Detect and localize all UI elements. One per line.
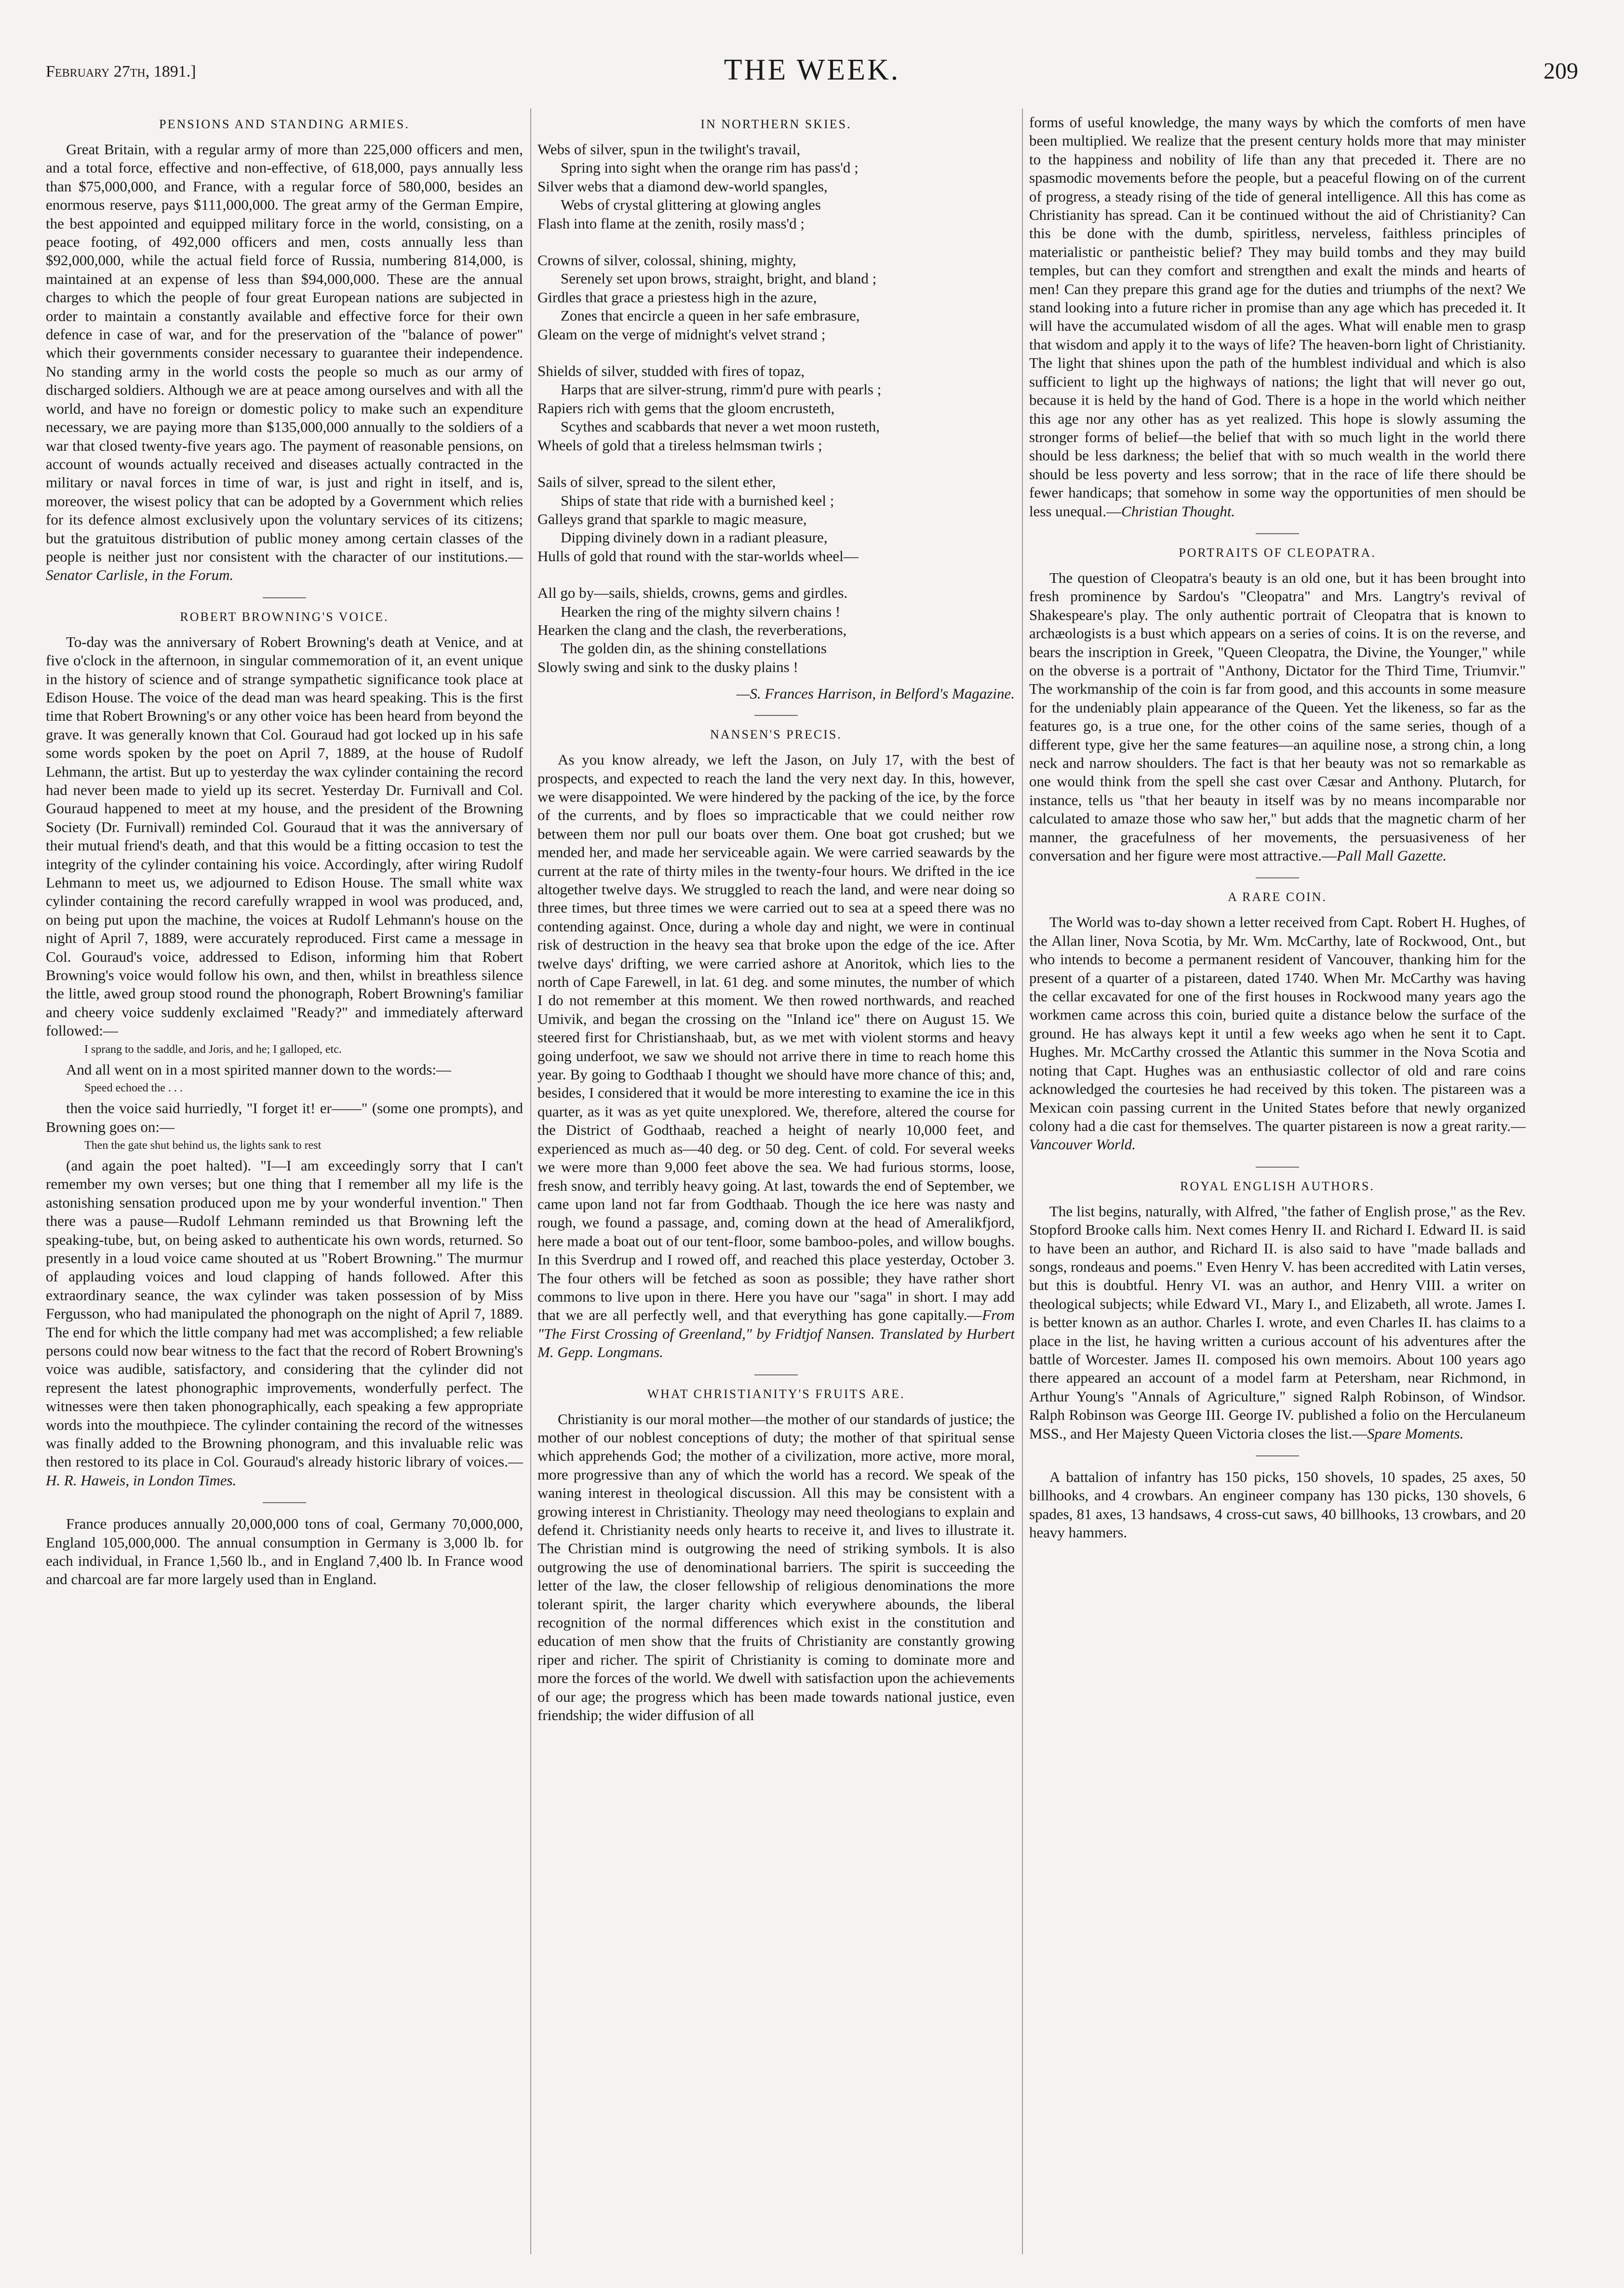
verse-quote: I sprang to the saddle, and Joris, and he; I galloped, etc. (84, 1043, 342, 1056)
article-heading: ROYAL ENGLISH AUTHORS. (1180, 1179, 1375, 1193)
divider (1256, 533, 1299, 534)
verse-quote: Speed echoed the . . . (84, 1082, 183, 1095)
article-body: then the voice said hurriedly, "I forget it! er——" (some one prompts), and Browning goes on:— (46, 1100, 523, 1135)
article-body: (and again the poet halted). "I—I am exceedingly sorry that I can't remember my own verses; but one thing that I remember all my life is the astonishing sensation produced upon me by your wonderful invention." Then there was a pause—Rudolf Lehmann reminded us that Browning left the speaking-tube, but, on being asked to authenticate his own words, returned. So presently in a loud voice came shouted at us "Robert Browning." The murmur of applauding voices and loud clapping of hands followed. After this extraordinary seance, the wax cylinder was taken possession of by Miss Fergusson, who had manipulated the phonograph on the night of April 7, 1889. The end for which the little company had met was accomplished; a few reliable persons could now bear witness to the fact that the record of Robert Browning's voice was audible, satisfactory, and considering that the cylinder did not represent the latest phonographic improvements, wonderfully perfect. The witnesses were then taken phonographically, each speaking a few appropriate words into the mouthpiece. The cylinder containing the record of the witnesses was finally added to the Browning phonogram, and this invaluable relic was then restored to its place in Col. Gouraud's already historic library of voices.— (46, 1157, 523, 1470)
article-heading: PORTRAITS OF CLEOPATRA. (1179, 545, 1376, 560)
article-royal-authors (1029, 1179, 1526, 1443)
article-body: The World was to-day shown a letter received from Capt. Robert H. Hughes, of the Allan liner, Nova Scotia, by Mr. Wm. McCarthy, late of Rockwood, Ont., but who intends to become a permanent resident of Vancouver, thanking him for the present of a quarter of a pistareen, dated 1740. When Mr. McCarthy was having the cellar excavated for one of the first houses in Rockwood many years ago the workmen came across this coin, buried quite a distance below the surface of the ground. He has always kept it until a few weeks ago when he sent it to Capt. Hughes. Mr. McCarthy crossed the Atlantic this summer in the Nova Scotia and noting that Capt. Hughes was an enthusiastic collector of old and rare coins acknowledged the courtesies he had received by this token. The pistareen was a Mexican coin passing current in the United States before that newly organized colony had a die cast for themselves. The quarter pistareen is now a great rarity.— (1029, 914, 1526, 1134)
poem-line: Zones that encircle a queen in her safe embrasure, (561, 307, 860, 324)
poem-line: Serenely set upon brows, straight, bright, and bland ; (561, 270, 877, 287)
poem-stanza (537, 362, 1015, 455)
poem-credit: —S. Frances Harrison, in Belford's Magazine. (736, 685, 1015, 702)
page-header (46, 53, 1578, 92)
article-coal (46, 1515, 523, 1589)
column-rule (530, 108, 531, 2254)
poem-line: Webs of silver, spun in the twilight's travail, (537, 141, 801, 158)
article-credit: Christian Thought. (1121, 502, 1235, 520)
article-browning-voice (46, 610, 523, 1490)
poem-line: Hulls of gold that round with the star-worlds wheel— (537, 547, 859, 565)
poem-line: Sails of silver, spread to the silent ether, (537, 473, 776, 491)
poem-line: Rapiers rich with gems that the gloom encrusteth, (537, 399, 835, 417)
article-pensions (46, 117, 523, 585)
issue-date: February 27th, 1891.] (46, 63, 196, 81)
article-body: The list begins, naturally, with Alfred, "the father of English prose," as the Rev. Stopford Brooke calls him. Next comes Henry II. and Richard I. Edward II. is said to have been an author, and Richard II. is also said to have "made ballads and songs, rondeaus and poems." Even Henry V. has been accredited with Latin verses, but this is doubtful. Henry VI. was an author, and Henry VIII. a writer on theological subjects; while Edward VI., Mary I., and Elizabeth, all wrote. James I. is better known as an author. Charles I. wrote, and even Charles II. has claims to a place in the list, he having written a curious account of his adventures after the battle of Worcester. James II. composed his own memoirs. About 100 years ago there appeared an account of a model farm at Petersham, near Richmond, in Arthur Young's "Annals of Agriculture," signed Ralph Robinson, of Windsor. Ralph Robinson was George III. George IV. published a folio on the Herculaneum MSS., and Her Majesty Queen Victoria closes the list.— (1029, 1202, 1526, 1442)
article-credit: Senator Carlisle, in the Forum. (46, 566, 234, 584)
poem-line: Hearken the ring of the mighty silvern chains ! (561, 603, 841, 620)
article-heading: A RARE COIN. (1228, 890, 1327, 904)
article-christianity-continued (1029, 113, 1526, 521)
poem-line: Gleam on the verge of midnight's velvet strand ; (537, 325, 826, 343)
divider (1256, 1167, 1299, 1168)
poem-line: Harps that are silver-strung, rimm'd pure with pearls ; (561, 381, 882, 398)
article-body: The question of Cleopatra's beauty is an old one, but it has been brought into fresh prominence by Sardou's "Cleopatra" and Mrs. Langtry's revival of Shakespeare's play. The only authentic portrait of Cleopatra that is known to archæologists is a bust which appears on a series of coins. It is on the reverse, and bears the inscription in Greek, "Queen Cleopatra, the Divine, the Younger," while on the obverse is a portrait of "Anthony, Dictator for the Third Time, Triumvir." The workmanship of the coin is far from good, and this accounts in some measure for the undeniably plain appearance of the Queen. Yet the likeness, so far as the features go, is a true one, for the other coins of the same series, though of a different type, give her the same features—an aquiline nose, a strong chin, a long neck and narrow shoulders. The fact is that her beauty was not so remarkable as one would think from the spell she cast over Cæsar and Anthony. Plutarch, for instance, tells us "that her beauty in itself was by no means incomparable nor calculated to amaze those who saw her," but adds that the magnetic charm of her manner, the gracefulness of her movements, the persuasiveness of her conversation and her figure were most attractive.— (1029, 569, 1526, 864)
article-heading: WHAT CHRISTIANITY'S FRUITS ARE. (647, 1386, 905, 1401)
poem-stanza (537, 251, 1015, 344)
article-heading: NANSEN'S PRECIS. (710, 727, 842, 742)
poem-line: Webs of crystal glittering at glowing angles (561, 196, 821, 214)
article-credit: Vancouver World. (1029, 1136, 1136, 1153)
verse-quote: Then the gate shut behind us, the lights sank to rest (84, 1139, 322, 1152)
poem-line: Spring into sight when the orange rim has pass'd ; (561, 159, 859, 176)
article-cleopatra (1029, 546, 1526, 865)
article-christianity (537, 1387, 1015, 1725)
divider (1256, 1455, 1299, 1456)
divider (1256, 877, 1299, 878)
article-body: And all went on in a most spirited manner down to the words:— (66, 1061, 451, 1078)
article-heading: PENSIONS AND STANDING ARMIES. (159, 117, 410, 131)
poem-line: Galleys grand that sparkle to magic measure, (537, 510, 807, 527)
page-number: 209 (1543, 58, 1578, 84)
poem-stanza (537, 473, 1015, 565)
poem-stanza (537, 584, 1015, 676)
article-body: Great Britain, with a regular army of more than 225,000 officers and men, and a total force, effective and non-effective, of 618,000, pays annually less than $75,000,000, and France, with a regular force of 580,000, besides an enormous reserve, pays $111,000,000. The great army of the German Empire, the best appointed and equipped military force in the world, consisting, on a peace footing, of 492,000 officers and men, costs annually less than $92,000,000, while the actual field force of Russia, numbering 814,000, is maintained at an expense of less than $94,000,000. These are the annual charges to which the people of four great European nations are subjected in order to maintain a constantly available and effective force for their own defence in case of war, and for the preservation of the "balance of power" which their governments consider necessary to guarantee their independence. No standing army in the world costs the people so much as our army of discharged soldiers. Although we are at peace among ourselves and with all the world, and have no foreign or domestic policy to make such an expenditure necessary, we are paying more than $135,000,000 annually to the soldiers of a war that closed twenty-five years ago. The payment of reasonable pensions, on account of wounds actually received and diseases actually contracted in the military or naval forces in time of war, is just and right in itself, and is, moreover, the wisest policy that can be adopted by a Government which relies for its defence almost exclusively upon the voluntary services of its citizens; but the gratuitous distribution of public money among certain classes of the people is neither just nor consistent with the character of our institutions.— (46, 141, 523, 565)
article-heading: ROBERT BROWNING'S VOICE. (180, 609, 389, 624)
poem-line: Wheels of gold that a tireless helmsman twirls ; (537, 436, 822, 454)
article-rare-coin (1029, 890, 1526, 1154)
column-middle (537, 113, 1015, 2259)
article-body: forms of useful knowledge, the many ways by which the comforts of men have been multiplied. We realize that the present century holds more that may minister to the happiness and nobility of life than any that preceded it. There are no spasmodic movements before the people, but a peaceful flowing on of the current of progress, a steady rising of the tide of general intelligence. All this has come as Christianity has spread. Can it be continued without the aid of Christianity? Can this be done with the dumb, spiritless, nerveless, faithless principles of materialistic or pantheistic belief? They may build tombs and they may build temples, but can they comfort and strengthen and exalt the minds and hearts of men! Can they prepare this grand age for the duties and triumphs of the next? We stand looking into a future richer in promise than any age which has preceded it. It will have the accumulated wisdom of all the ages. What will enable men to grasp that wisdom and apply it to the ways of life? The heaven-born light of Christianity. The light that shines upon the path of the humblest individual and which is also sufficient to light up the highways of nations; the light that will never go out, because it is held by the hand of God. There is a hope in the world which neither this age nor any other has as yet realized. This hope is slowly assuming the stronger forms of belief—the belief that with so much light in the world there should be less darkness; the belief that with so much wealth in the world there should be less poverty and less sorrow; that in the race of life there should be fewer handicaps; that somehow in some way the opportunities of men should be less unequal.— (1029, 114, 1526, 520)
poem-line: Flash into flame at the zenith, rosily mass'd ; (537, 215, 805, 232)
poem-stanza (537, 140, 1015, 233)
article-body: As you know already, we left the Jason, on July 17, with the best of prospects, and expected to reach the land the very next day. In this, however, we were disappointed. We were hindered by the packing of the ice, by the force of the currents, and by floes so impracticable that we could neither row between them nor pull our boats over them. One boat got crushed; but we mended her, and made her serviceable again. We were carried seawards by the current at the rate of thirty miles in the twenty-four hours. We drifted in the ice altogether twelve days. We struggled to reach the land, and were near doing so three times, but three times we were carried out to sea at a speed there was no contending against. Once, during a whole day and night, we were in continual risk of destruction in the heavy sea that broke upon the edge of the ice. After twelve days' drifting, we were carried ashore at Anoritok, which lies to the north of Cape Farewell, in lat. 61 deg. and some minutes, the number of which I do not remember at this moment. We then rowed northwards, and reached Umivik, and began the crossing on the "Inland ice" there on August 15. We steered first for Christianshaab, but, as we met with violent storms and heavy going underfoot, we saw we should not arrive there in time to reach home this year. By going to Godthaab I thought we should have more chance of this; and, besides, I considered that it would be more interesting to examine the ice in this quarter, as it was as yet quite unexplored. We, therefore, altered the course for the District of Godthaab, reached a height of nearly 10,000 feet, and experienced as much as—40 deg. or 50 deg. Cent. of cold. For several weeks we were more than 9,000 feet above the sea. We had furious storms, loose, fresh snow, and terribly heavy going. At last, towards the end of September, we came upon land not far from Godthaab. Though the ice here was nasty and rough, we found a passage, and, coming down at the head of Ameralikfjord, here made a boat out of our tent-floor, some bamboo-poles, and willow boughs. In this Sverdrup and I rowed off, and reached this place yesterday, October 3. The four others will be fetched as soon as possible; they have rather short commons to live upon in there. Here you have our "saga" in short. I may add that we are all perfectly well, and that everything has gone capitally.— (537, 751, 1015, 1324)
poem-line: Crowns of silver, colossal, shining, mighty, (537, 252, 796, 269)
article-credit: From "The First Crossing of Greenland," by Fridtjof Nansen. Translated by Hurbert M. Gepp. Longmans. (537, 1306, 1015, 1361)
poem-line: Shields of silver, studded with fires of topaz, (537, 363, 805, 380)
divider (263, 1502, 306, 1503)
article-credit: H. R. Haweis, in London Times. (46, 1471, 237, 1489)
divider (263, 597, 306, 598)
column-rule (1022, 108, 1023, 2254)
article-body: France produces annually 20,000,000 tons of coal, Germany 70,000,000, England 105,000,000. The annual consumption in Germany is 3,000 lb. for each individual, in France 1,560 lb., and in England 7,400 lb. In France wood and charcoal are far more largely used than in England. (46, 1515, 523, 1588)
article-body: Christianity is our moral mother—the mother of our standards of justice; the mother of our noblest conceptions of duty; the mother of that spiritual sense which apprehends God; the mother of a civilization, more active, more moral, more progressive than any of which the world has a record. We speak of the waning interest in theological discussion. All this may be consistent with a growing interest in Christianity. Theology may need theologians to explain and defend it. Christianity needs only hearts to receive it, and lives to illustrate it. The Christian mind is outgrowing the need of striking symbols. It is also outgrowing the use of denominational barriers. The spirit is succeeding the letter of the law, the closer fellowship of religious denominations the more tolerant spirit, the larger charity which everywhere abounds, the liberal recognition of the normal differences which exist in the constitution and education of men show that the fruits of Christianity are constantly growing riper and richer. The spirit of Christianity is coming to dominate more and more the forces of the world. We dwell with satisfaction upon the achievements of our age; the progress which has been made towards national justice, even friendship; the wider diffusion of all (537, 1410, 1015, 1724)
poem-line: Ships of state that ride with a burnished keel ; (561, 492, 834, 509)
poem-line: Scythes and scabbards that never a wet moon rusteth, (561, 418, 880, 435)
poem-body (537, 140, 1015, 676)
divider (754, 1374, 798, 1375)
article-body: To-day was the anniversary of Robert Browning's death at Venice, and at five o'clock in the afternoon, in singular commemoration of it, an event unique in the history of science and of strange sympathetic significance took place at Edison House. The voice of the dead man was heard speaking. This is the first time that Robert Browning's or any other voice has been heard from beyond the grave. It was generally known that Col. Gouraud had got locked up in his safe some words spoken by the poet on April 7, 1889, at the house of Rudolf Lehmann, the artist. But up to yesterday the wax cylinder containing the record had never been made to yield up its secret. Yesterday Dr. Furnivall and Col. Gouraud happened to meet at my house, and the president of the Browning Society (Dr. Furnivall) reminded Col. Gouraud that it was the anniversary of their mutual friend's death, and that this would be a fitting occasion to test the integrity of the cylinder containing his voice. Accordingly, after wiring Rudolf Lehmann to meet us, we adjourned to Edison House. The small white wax cylinder containing the record carefully wrapped in wool was produced, and, on being put upon the machine, the voices at Rudolf Lehmann's house on the night of April 7, 1889, were accurately reproduced. First came a message in Col. Gouraud's voice, addressed to Edison, informing him that Robert Browning's voice would follow his own, and then, whilst in breathless silence the little, awed group stood round the phonograph, Robert Browning's familiar and cheery voice suddenly exclaimed "Ready?" and immediately afterward followed:— (46, 633, 523, 1039)
poem-line: Silver webs that a diamond dew-world spangles, (537, 177, 828, 195)
poem-line: Girdles that grace a priestess high in the azure, (537, 288, 817, 306)
article-body: A battalion of infantry has 150 picks, 150 shovels, 10 spades, 25 axes, 50 billhooks, and 4 crowbars. An engineer company has 130 picks, 130 shovels, 6 spades, 81 axes, 13 handsaws, 4 cross-cut saws, 40 billhooks, 13 crowbars, and 20 heavy hammers. (1029, 1468, 1526, 1541)
poem-line: The golden din, as the shining constellations (561, 640, 827, 657)
poem-line: Dipping divinely down in a radiant pleasure, (561, 529, 828, 546)
article-battalion (1029, 1468, 1526, 1542)
article-credit: Spare Moments. (1367, 1425, 1464, 1442)
poem-northern-skies (537, 117, 1015, 702)
column-left (46, 113, 523, 2259)
article-nansen (537, 727, 1015, 1361)
poem-heading: IN NORTHERN SKIES. (700, 117, 852, 131)
poem-line: Slowly swing and sink to the dusky plains ! (537, 658, 798, 675)
divider (754, 715, 798, 716)
column-right (1029, 113, 1526, 2259)
article-credit: Pall Mall Gazette. (1336, 847, 1447, 864)
poem-line: Hearken the clang and the clash, the reverberations, (537, 621, 847, 638)
newspaper-title: THE WEEK. (724, 54, 900, 86)
poem-line: All go by—sails, shields, crowns, gems and girdles. (537, 584, 848, 602)
